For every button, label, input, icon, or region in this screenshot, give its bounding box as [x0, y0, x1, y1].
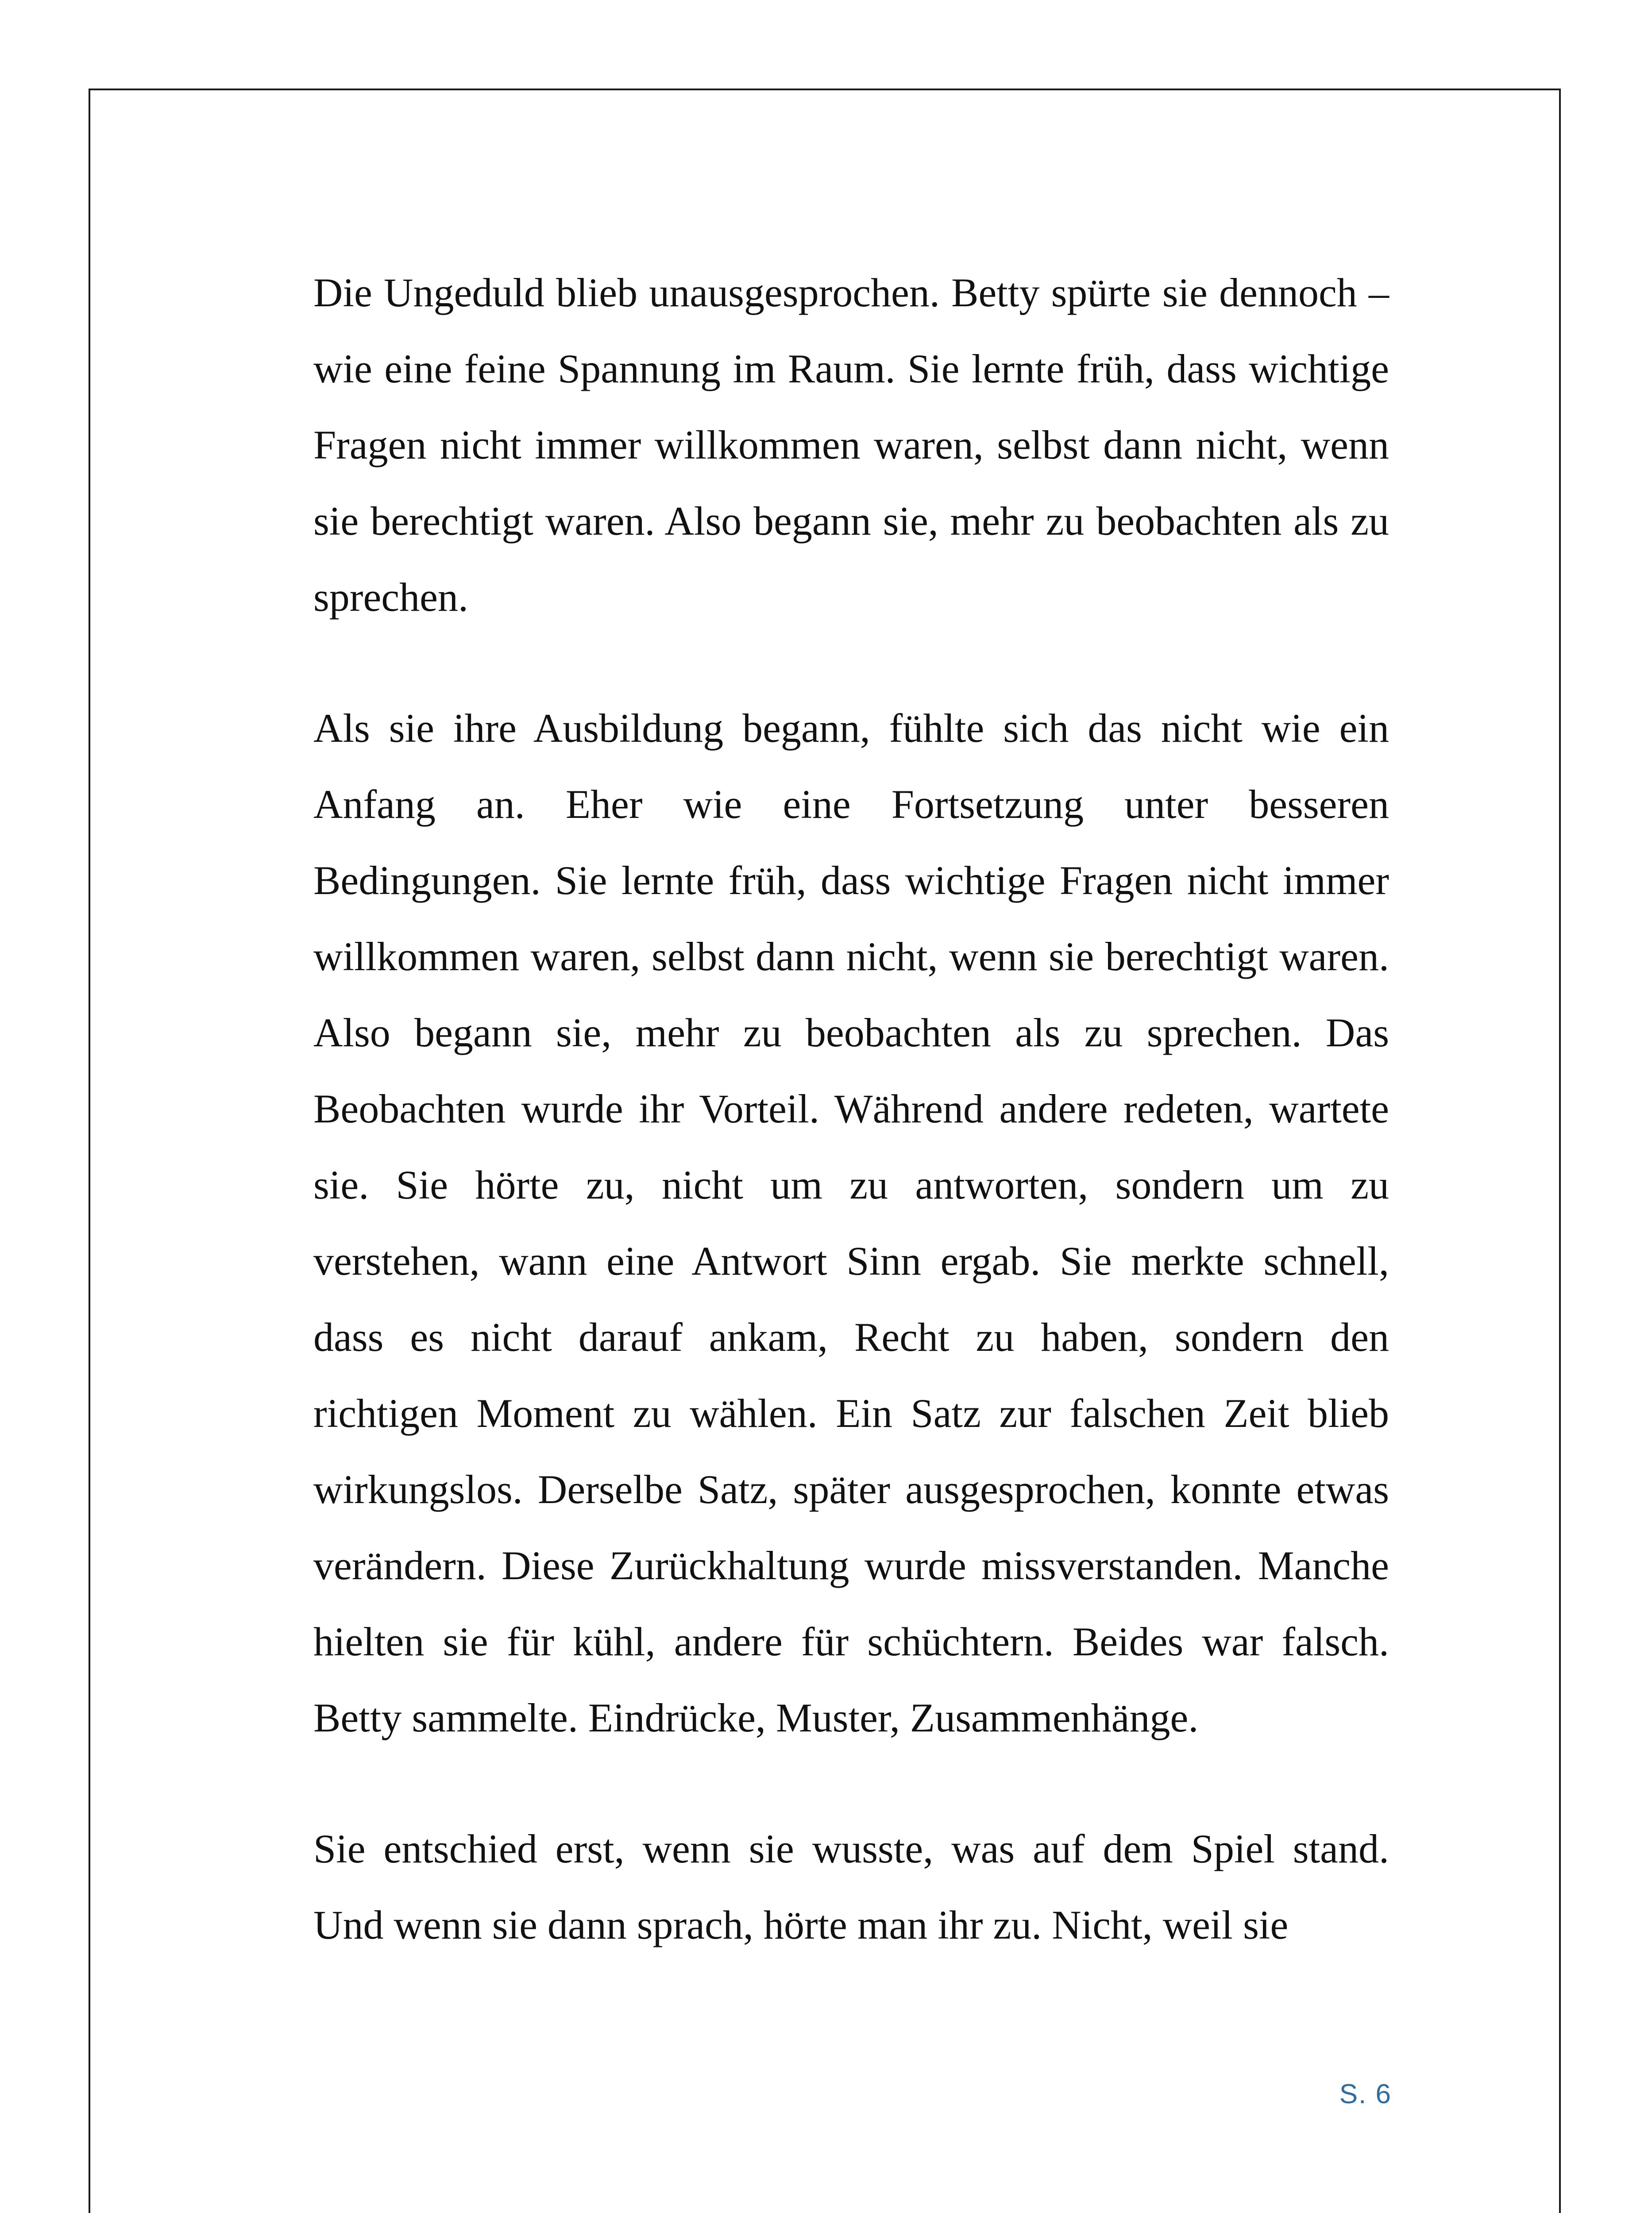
paragraph-1: Die Ungeduld blieb unausgesprochen. Betty spürte sie dennoch – wie eine feine Spannung im Raum. Sie lernte früh, dass wichtige Fragen nicht immer willkommen waren, selbst dann nicht, wenn sie berechtigt waren. Also begann sie, mehr zu beobachten als zu sprechen. — [313, 270, 1389, 620]
paragraph-2: Als sie ihre Ausbildung begann, fühlte sich das nicht wie ein Anfang an. Eher wie eine Fortsetzung unter besseren Bedingungen. Sie lernte früh, dass wichtige Fragen nicht immer willkommen waren, selbst dann nicht, wenn sie berechtigt waren. Also begann sie, mehr zu beobachten als zu sprechen. Das Beobachten wurde ihr Vorteil. Während andere redeten, wartete sie. Sie hörte zu, nicht um zu antworten, sondern um zu verstehen, wann eine Antwort Sinn ergab. Sie merkte schnell, dass es nicht darauf ankam, Recht zu haben, sondern den richtigen Moment zu wählen. Ein Satz zur falschen Zeit blieb wirkungslos. Derselbe Satz, später ausgesprochen, konnte etwas verändern. Diese Zurückhaltung wurde missverstanden. Manche hielten sie für kühl, andere für schüchtern. Beides war falsch. Betty sammelte. Eindrücke, Muster, Zusammenhänge. — [313, 706, 1389, 1740]
page-number: S. 6 — [1339, 2079, 1392, 2109]
paragraph-3: Sie entschied erst, wenn sie wusste, was auf dem Spiel stand. Und wenn sie dann sprach, hörte man ihr zu. Nicht, weil sie — [313, 1826, 1389, 1947]
body-text — [313, 254, 1389, 1963]
